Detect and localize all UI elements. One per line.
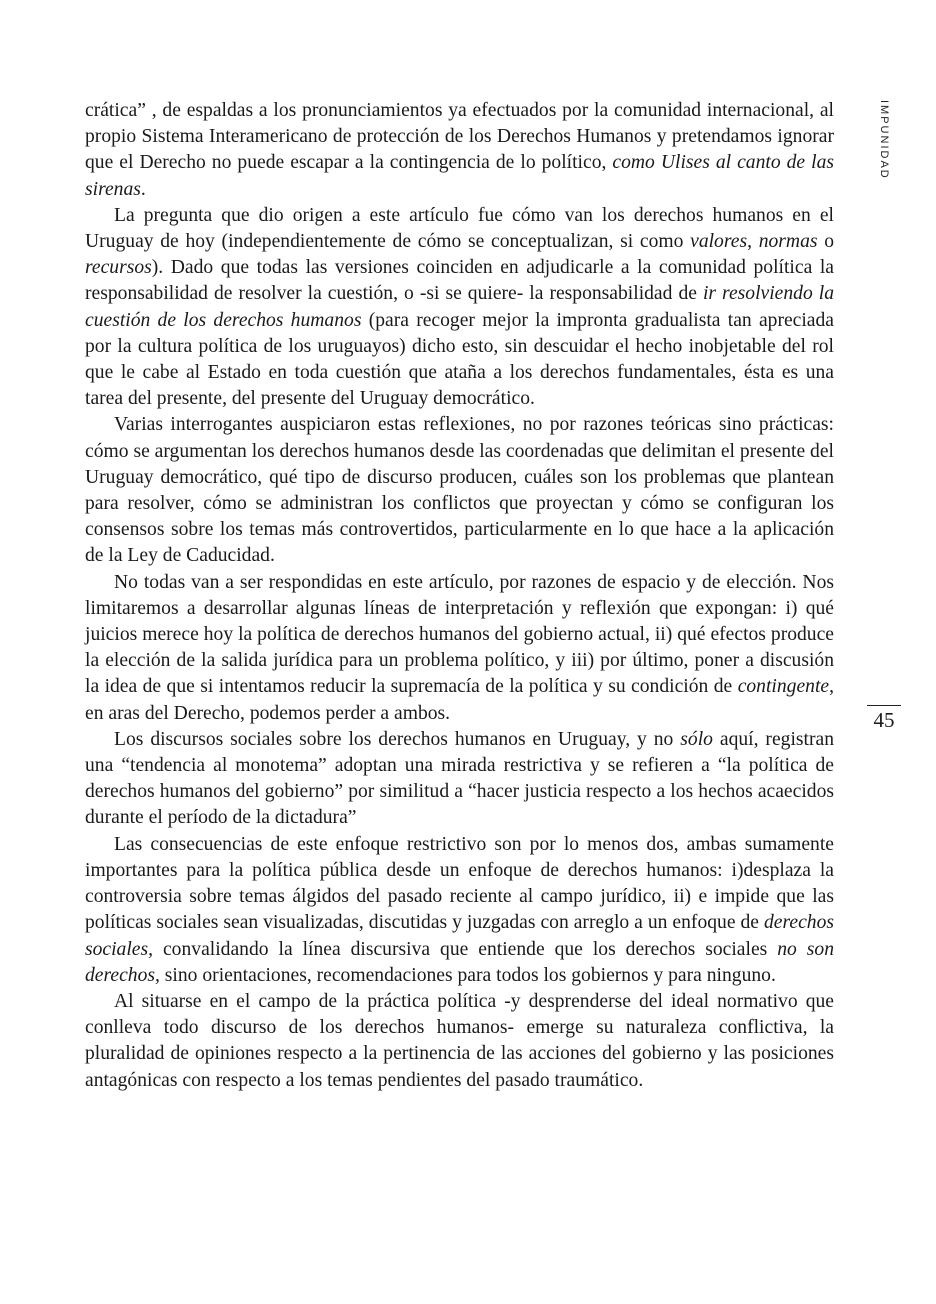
text-run: Al situarse en el campo de la práctica política -y desprenderse del ideal normativo que conlleva todo discurso de los derechos humanos- emerge su naturaleza conflictiva, la pluralidad de opiniones respecto a la pertinencia de las acciones del gobierno y las posiciones antagónicas con respecto a los temas pendientes del pasado traumático. (85, 990, 834, 1091)
text-run: o (817, 231, 834, 253)
italic-text: no son derechos, (85, 938, 835, 986)
italic-text: derechos sociales, (85, 912, 834, 960)
paragraph (85, 98, 834, 203)
italic-text: valores (690, 231, 748, 253)
text-run: (para recoger mejor la impronta gradualista tan apreciada por la cultura política de los uruguayos) dicho esto, sin descuidar el hecho inobjetable del rol que le cabe al Estado en toda cuestión que ataña a los derechos fundamentales, ésta es una tarea del presente, del presente del Uruguay democrático. (85, 309, 834, 410)
italic-text: como Ulises al canto de las sirenas (85, 152, 834, 200)
text-run: , en aras del Derecho, podemos perder a ambos. (85, 676, 834, 724)
text-run: sino orientaciones, recomendaciones para todos los gobiernos y para ninguno. (159, 964, 776, 986)
text-run: Las consecuencias de este enfoque restrictivo son por lo menos dos, ambas sumamente importantes para la política pública desde un enfoque de derechos humanos: i)desplaza la controversia sobre temas álgidos del pasado reciente al campo jurídico, ii) e impide que las políticas sociales sean visualizadas, discutidas y juzgadas con arreglo a un enfoque de (85, 833, 834, 934)
text-run: La pregunta que dio origen a este artículo fue cómo van los derechos humanos en el Uruguay de hoy (independientemente de cómo se conceptualizan, si como (85, 204, 834, 253)
text-run: convalidando la línea discursiva que entiende que los derechos sociales (153, 938, 778, 960)
italic-text: contingente (737, 676, 830, 698)
italic-text: recursos (85, 257, 152, 279)
paragraph (85, 727, 834, 832)
folio-rule (867, 705, 901, 706)
paragraph (85, 570, 834, 727)
text-run: Varias interrogantes auspiciaron estas reflexiones, no por razones teóricas sino prácticas: cómo se argumentan los derechos humanos desde las coordenadas que delimitan el presente del Uruguay democrático, qué tipo de discurso producen, cuáles son los problemas que plantean para resolver, cómo se administran los conflictos que proyectan y cómo se configuran los consensos sobre los temas más controvertidos, particularmente en lo que hace a la aplicación de la Ley de Caducidad. (85, 414, 834, 567)
italic-text: normas (758, 231, 818, 253)
italic-text: ir resolviendo la cuestión de los derechos humanos (85, 283, 835, 331)
paragraph (85, 832, 834, 989)
paragraph (85, 203, 834, 413)
text-run: aquí, registran una “tendencia al monotema” adoptan una mirada restrictiva y se refieren a “la política de derechos humanos del gobierno” por similitud a “hacer justicia respecto a los hechos acaecidos durante el período de la dictadura” (85, 728, 834, 829)
text-run: ). Dado que todas las versiones coinciden en adjudicarle a la comunidad política la responsabilidad de resolver la cuestión, o -si se quiere- la responsabilidad de (85, 257, 834, 305)
text-run: . (140, 178, 146, 200)
running-head: IMPUNIDAD (878, 100, 890, 180)
body-text (85, 98, 834, 1094)
text-run: No todas van a ser respondidas en este artículo, por razones de espacio y de elección. Nos limitaremos a desarrollar algunas líneas de interpretación y reflexión que expongan: i) qué juicios merece hoy la política de derechos humanos del gobierno actual, ii) qué efectos produce la elección de la salida jurídica para un problema político, y iii) por último, poner a discusión la idea de que si intentamos reducir la supremacía de la política y su condición de (85, 571, 834, 698)
paragraph (85, 412, 834, 569)
text-run: Los discursos sociales sobre los derechos humanos en Uruguay, y no (114, 728, 681, 750)
page-number: 45 (873, 708, 895, 732)
paragraph (85, 989, 834, 1094)
text-run: crática” , de espaldas a los pronunciamientos ya efectuados por la comunidad internacional, al propio Sistema Interamericano de protección de los Derechos Humanos y pretendamos ignorar que el Derecho no puede escapar a la contingencia de lo político, (85, 100, 834, 174)
italic-text: sólo (680, 728, 713, 750)
text-run: , (747, 231, 759, 253)
